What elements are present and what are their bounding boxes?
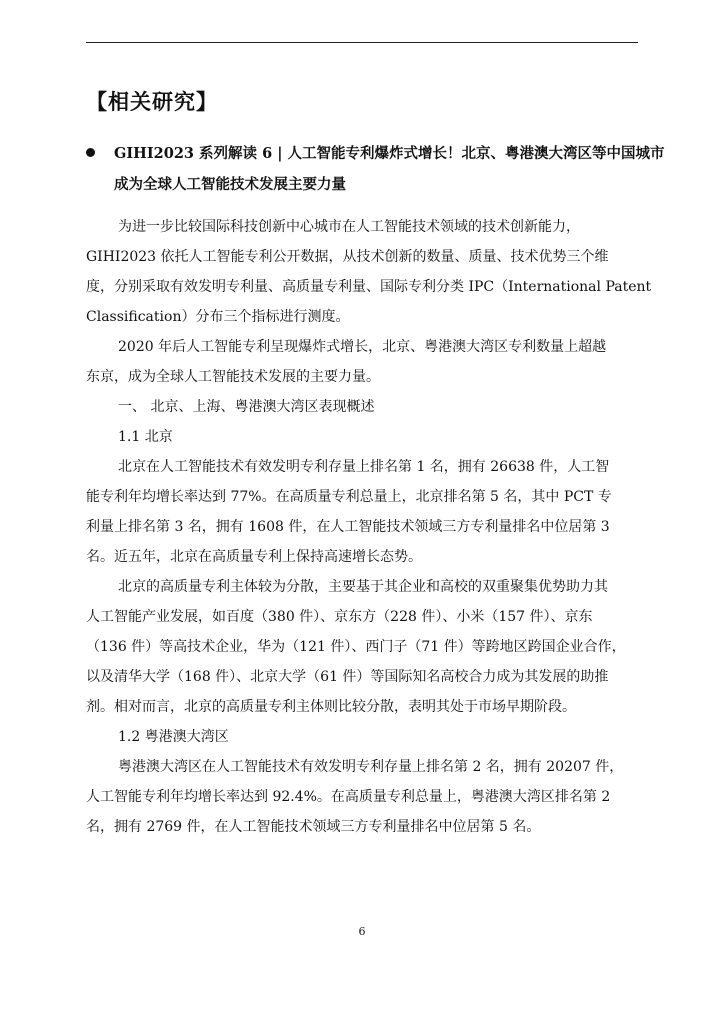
bullet-title-line-2: 成为全球人工智能技术发展主要力量: [114, 176, 346, 193]
paragraph-line: Classification）分布三个指标进行测度。: [86, 309, 350, 325]
paragraph-line: 2020 年后人工智能专利呈现爆炸式增长，北京、粤港澳大湾区专利数量上超越: [118, 339, 607, 355]
paragraph-line: 剂。相对而言，北京的高质量专利主体则比较分散，表明其处于市场早期阶段。: [86, 699, 576, 715]
paragraph-line: GIHI2023 依托人工智能专利公开数据，从技术创新的数量、质量、技术优势三个维: [86, 249, 609, 265]
paragraph-line: 1.2 粤港澳大湾区: [118, 729, 229, 745]
paragraph-line: 人工智能产业发展，如百度（380 件）、京东方（228 件）、小米（157 件）、京东: [86, 609, 593, 625]
paragraph-line: 能专利年均增长率达到 77%。在高质量专利总量上，北京排名第 5 名，其中 PCT 专: [86, 489, 612, 505]
paragraph-line: 利量上排名第 3 名，拥有 1608 件，在人工智能技术领域三方专利量排名中位居第 3: [86, 519, 610, 535]
paragraph-line: 为进一步比较国际科技创新中心城市在人工智能技术领域的技术创新能力，: [118, 219, 580, 235]
paragraph-line: 一、 北京、上海、粤港澳大湾区表现概述: [118, 399, 375, 415]
paragraph-line: 北京的高质量专利主体较为分散，主要基于其企业和高校的双重聚集优势助力其: [118, 579, 608, 595]
paragraph-line: 粤港澳大湾区在人工智能技术有效发明专利存量上排名第 2 名，拥有 20207 件，: [118, 759, 624, 775]
section-heading: 【相关研究】: [86, 90, 218, 114]
paragraph-line: 度，分别采取有效发明专利量、高质量专利量、国际专利分类 IPC（International Patent: [86, 279, 652, 295]
paragraph-line: 1.1 北京: [118, 429, 173, 445]
paragraph-line: 人工智能专利年均增长率达到 92.4%。在高质量专利总量上，粤港澳大湾区排名第 2: [86, 789, 611, 805]
paragraph-line: 北京在人工智能技术有效发明专利存量上排名第 1 名，拥有 26638 件，人工智: [118, 459, 610, 475]
paragraph-line: 名。近五年，北京在高质量专利上保持高速增长态势。: [86, 549, 422, 565]
header-rule: [86, 42, 638, 43]
paragraph-line: 以及清华大学（168 件）、北京大学（61 件）等国际知名高校合力成为其发展的助推: [86, 669, 609, 685]
paragraph-line: （136 件）等高技术企业，华为（121 件）、西门子（71 件）等跨地区跨国企业合作，: [86, 639, 626, 655]
paragraph-line: 东京，成为全球人工智能技术发展的主要力量。: [86, 369, 380, 385]
bullet-title-line-1: GIHI2023 系列解读 6 | 人工智能专利爆炸式增长！北京、粤港澳大湾区等中国城市: [114, 145, 665, 162]
page-number: 6: [358, 925, 366, 938]
paragraph-line: 名，拥有 2769 件，在人工智能技术领域三方专利量排名中位居第 5 名。: [86, 819, 541, 835]
bullet-dot-icon: [86, 148, 95, 157]
